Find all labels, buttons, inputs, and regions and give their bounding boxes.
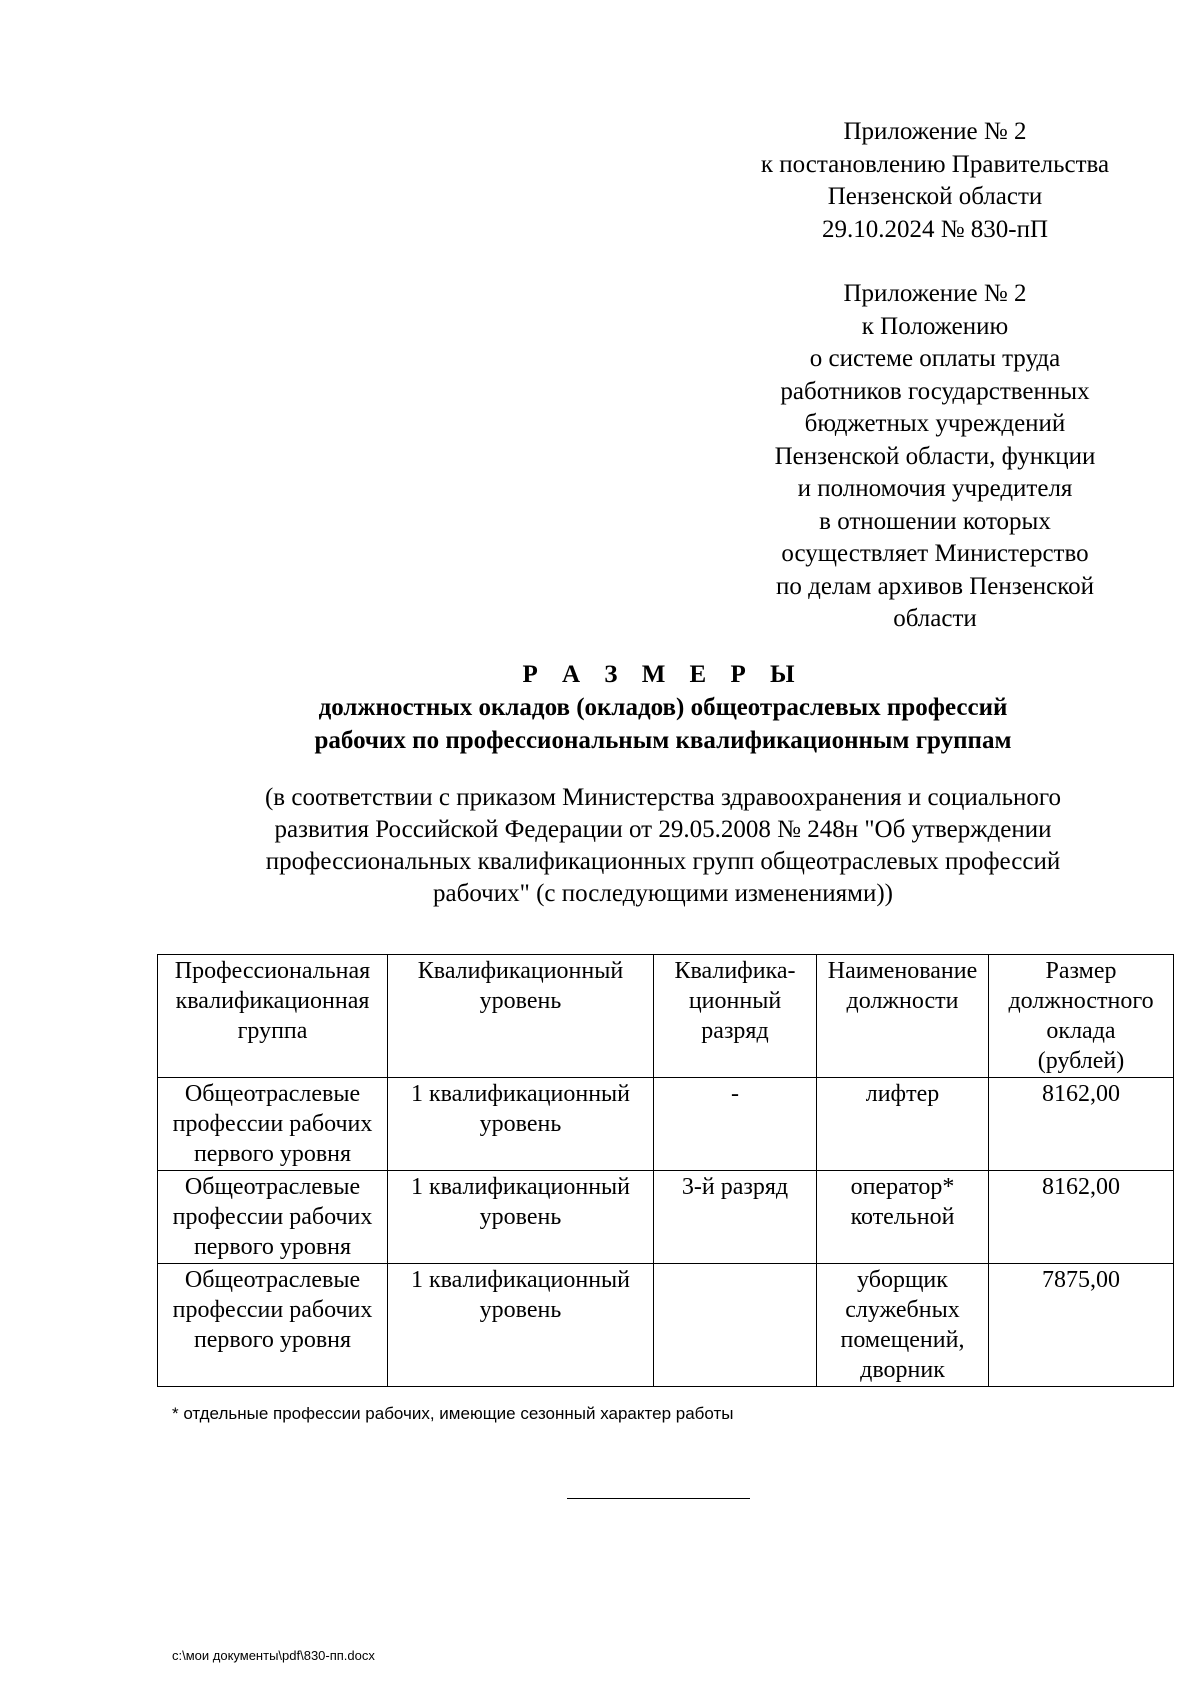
cell-level: 1 квалификационный уровень — [388, 1078, 654, 1171]
file-path-footer: c:\мои документы\pdf\830-пп.docx — [172, 1648, 375, 1663]
title-line-1: должностных окладов (окладов) общеотраслевых профессий — [318, 694, 1008, 721]
footnote: * отдельные профессии рабочих, имеющие сезонный характер работы — [172, 1404, 734, 1423]
end-separator-line — [567, 1498, 750, 1499]
annex-line: Приложение № 2 — [843, 280, 1027, 307]
annex-resolution-block — [715, 116, 1155, 246]
cell-salary: 8162,00 — [989, 1078, 1174, 1171]
cell-level: 1 квалификационный уровень — [388, 1171, 654, 1264]
cell-position: уборщик служебных помещений, дворник — [817, 1264, 989, 1387]
header-group: Профессиональная квалификационная группа — [158, 955, 388, 1078]
annex-line: Пензенской области, функции — [774, 442, 1096, 470]
annex-line: области — [893, 605, 977, 632]
table-row — [158, 1264, 1174, 1387]
annex-line: к Положению — [861, 312, 1009, 340]
cell-group: Общеотраслевые профессии рабочих первого уровня — [158, 1171, 388, 1264]
legal-basis-note — [150, 782, 1176, 910]
salary-table — [157, 954, 1174, 1387]
note-line: профессиональных квалификационных групп общеотраслевых профессий — [265, 848, 1061, 875]
cell-position: оператор* котельной — [817, 1171, 989, 1264]
cell-group: Общеотраслевые профессии рабочих первого уровня — [158, 1264, 388, 1387]
annex-line: о системе оплаты труда — [809, 345, 1061, 372]
cell-position: лифтер — [817, 1078, 989, 1171]
annex-line: 29.10.2024 № 830-пП — [821, 215, 1049, 243]
header-position: Наименование должности — [817, 955, 989, 1078]
note-line: развития Российской Федерации от 29.05.2008 № 248н "Об утверждении — [274, 816, 1052, 843]
annex-line: в отношении которых — [819, 507, 1051, 535]
cell-grade: - — [654, 1078, 817, 1171]
note-line: рабочих" (с последующими изменениями)) — [433, 880, 893, 907]
document-title — [150, 658, 1176, 757]
table-row — [158, 1171, 1174, 1264]
table-row — [158, 1078, 1174, 1171]
annex-line: Пензенской области — [827, 183, 1043, 210]
cell-grade — [654, 1264, 817, 1387]
annex-line: и полномочия учредителя — [797, 475, 1073, 502]
annex-line: к постановлению Правительства — [760, 150, 1110, 178]
header-salary: Размер должностного оклада (рублей) — [989, 955, 1174, 1078]
annex-line: бюджетных учреждений — [804, 410, 1066, 437]
note-line: (в соответствии с приказом Министерства здравоохранения и социального — [264, 784, 1062, 811]
annex-line: Приложение № 2 — [843, 118, 1027, 145]
header-grade: Квалифика- ционный разряд — [654, 955, 817, 1078]
cell-grade: 3-й разряд — [654, 1171, 817, 1264]
cell-level: 1 квалификационный уровень — [388, 1264, 654, 1387]
table-header-row — [158, 955, 1174, 1078]
title-heading: Р А З М Е Р Ы — [522, 661, 804, 688]
header-level: Квалификационный уровень — [388, 955, 654, 1078]
annex-line: осуществляет Министерство — [781, 540, 1089, 567]
title-line-2: рабочих по профессиональным квалификационным группам — [314, 727, 1012, 754]
cell-group: Общеотраслевые профессии рабочих первого уровня — [158, 1078, 388, 1171]
annex-line: по делам архивов Пензенской — [776, 572, 1094, 600]
cell-salary: 8162,00 — [989, 1171, 1174, 1264]
annex-regulation-block — [715, 278, 1155, 636]
annex-line: работников государственных — [780, 377, 1090, 405]
cell-salary: 7875,00 — [989, 1264, 1174, 1387]
